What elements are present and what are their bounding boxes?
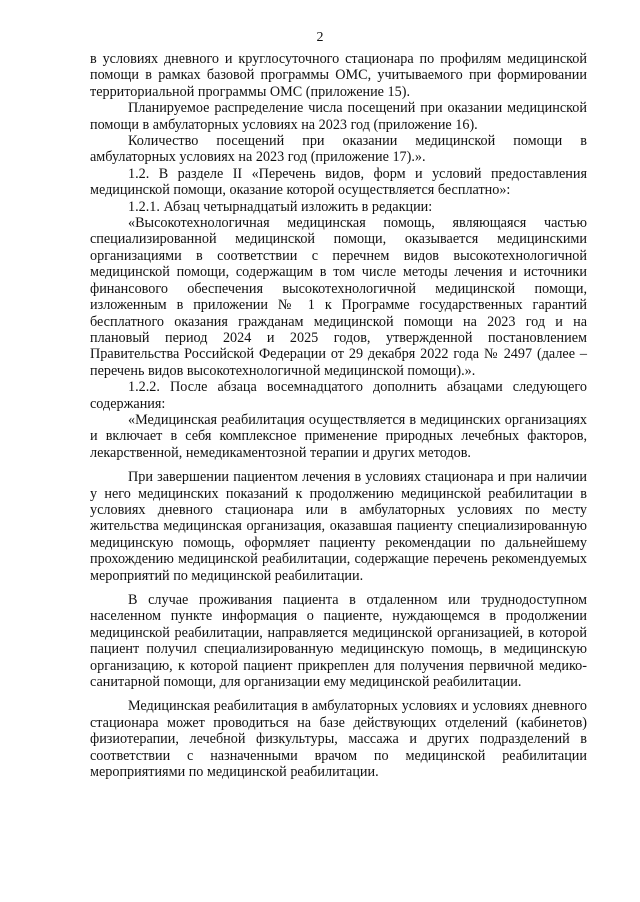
paragraph: «Высокотехнологичная медицинская помощь, являющаяся частью специализированной медицинской помощи, оказывается медицинскими организациями в соответствии с перечнем видов высокотехнологичной медицинской помощи, содержащим в том числе методы лечения и источники финансового обеспечения высокотехнологичной медицинской помощи, изложенным в приложении № 1 к Программе государственных гарантий бесплатного оказания гражданам медицинской помощи на 2023 год и на плановый период 2024 и 2025 годов, утвержденной постановлением Правительства Российской Федерации от 29 декабря 2022 года № 2497 (далее – перечень видов высокотехнологичной медицинской помощи).».: [90, 215, 587, 379]
paragraph: в условиях дневного и круглосуточного стационара по профилям медицинской помощи в рамках базовой программы ОМС, учитываемого при формировании территориальной программы ОМС (приложение 15).: [90, 51, 587, 100]
paragraph: В случае проживания пациента в отдаленном или труднодоступном населенном пункте информация о пациенте, нуждающемся в продолжении медицинской реабилитации, направляется медицинской организацией, в которой пациент получил специализированную медицинскую помощь, в медицинскую организацию, к которой пациент прикреплен для получения первичной медико-санитарной помощи, для организации ему медицинской реабилитации.: [90, 592, 587, 691]
paragraph: Медицинская реабилитация в амбулаторных условиях и условиях дневного стационара может проводиться на базе действующих отделений (кабинетов) физиотерапии, лечебной физкультуры, массажа и других подразделений в соответствии с назначенными врачом по медицинской реабилитации мероприятиями по медицинской реабилитации.: [90, 698, 587, 781]
paragraph: При завершении пациентом лечения в условиях стационара и при наличии у него медицинских показаний к продолжению медицинской реабилитации в условиях дневного стационара или в амбулаторных условиях по месту жительства медицинская организация, оказавшая пациенту специализированную медицинскую помощь, оформляет пациенту рекомендации по дальнейшему прохождению медицинской реабилитации, содержащие перечень рекомендуемых мероприятий по медицинской реабилитации.: [90, 469, 587, 584]
paragraph: 1.2.1. Абзац четырнадцатый изложить в редакции:: [128, 198, 433, 215]
document-body: [90, 51, 587, 780]
paragraph: 1.2.2. После абзаца восемнадцатого дополнить абзацами следующего содержания:: [90, 379, 587, 412]
page-number: 2: [316, 30, 324, 45]
paragraph: 1.2. В разделе II «Перечень видов, форм и условий предоставления медицинской помощи, оказание которой осуществляется бесплатно»:: [90, 165, 587, 199]
paragraph: Количество посещений при оказании медицинской помощи в амбулаторных условиях на 2023 год (приложение 17).».: [90, 133, 587, 166]
paragraph: «Медицинская реабилитация осуществляется в медицинских организациях и включает в себя комплексное применение природных лечебных факторов, лекарственной, немедикаментозной терапии и других методов.: [90, 411, 587, 461]
paragraph: Планируемое распределение числа посещений при оказании медицинской помощи в амбулаторных условиях на 2023 год (приложение 16).: [90, 100, 587, 133]
